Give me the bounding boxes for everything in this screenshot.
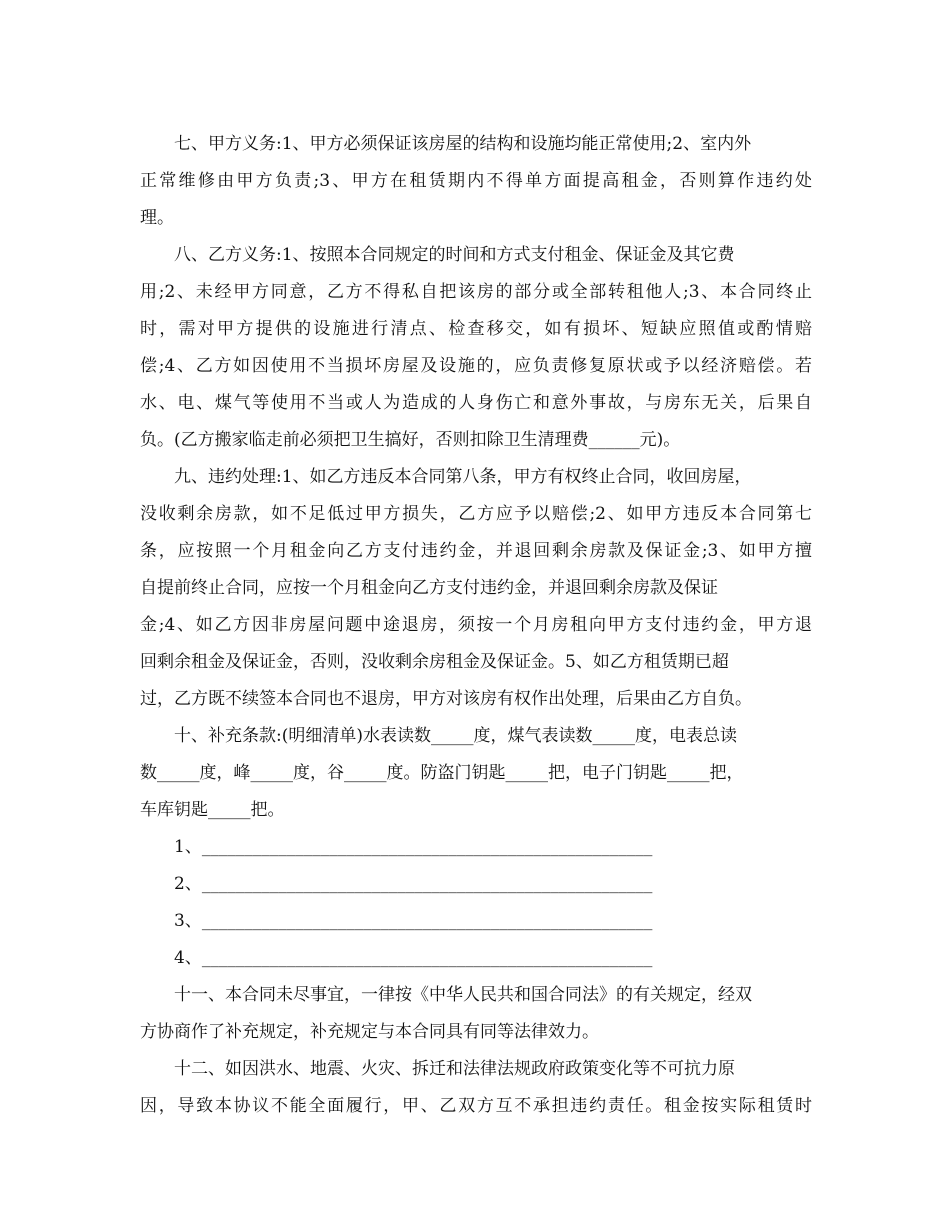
clause-9-line-1: 九、违约处理:1、如乙方违反本合同第八条，甲方有权终止合同，收回房屋， xyxy=(174,467,752,487)
clause-8-line-3: 时，需对甲方提供的设施进行清点、检查移交，如有损坏、短缺应照值或酌情赔 xyxy=(140,319,812,339)
clause-10-line-3: 车库钥匙_____把。 xyxy=(140,800,285,820)
clause-9-line-6: 回剩余租金及保证金，否则，没收剩余房租金及保证金。5、如乙方租赁期已超 xyxy=(140,652,729,672)
clause-12-line-1: 十二、如因洪水、地震、火灾、拆迁和法律法规政府政策变化等不可抗力原 xyxy=(174,1059,735,1079)
supplement-item-4: 4、_____________________________________________________ xyxy=(174,948,653,968)
clause-11-line-1: 十一、本合同未尽事宜，一律按《中华人民共和国合同法》的有关规定，经双 xyxy=(174,985,752,1005)
clause-8-line-1: 八、乙方义务:1、按照本合同规定的时间和方式支付租金、保证金及其它费 xyxy=(174,245,735,265)
supplement-item-2: 2、_____________________________________________________ xyxy=(174,874,653,894)
clause-9-line-4: 自提前终止合同，应按一个月租金向乙方支付违约金，并退回剩余房款及保证 xyxy=(140,578,718,598)
clause-12-line-2: 因，导致本协议不能全面履行，甲、乙双方互不承担违约责任。租金按实际租赁时 xyxy=(140,1096,812,1116)
clause-8-line-6: 负。(乙方搬家临走前必须把卫生搞好，否则扣除卫生清理费______元)。 xyxy=(140,430,681,450)
clause-10-line-1: 十、补充条款:(明细清单)水表读数_____度，煤气表读数_____度，电表总读 xyxy=(174,726,737,746)
supplement-item-3: 3、_____________________________________________________ xyxy=(174,911,653,931)
clause-9-line-7: 过，乙方既不续签本合同也不退房，甲方对该房有权作出处理，后果由乙方自负。 xyxy=(140,689,752,709)
document-body xyxy=(140,126,812,1125)
clause-7-line-3: 理。 xyxy=(140,208,174,228)
supplement-item-1: 1、_____________________________________________________ xyxy=(174,837,653,857)
clause-7-line-2: 正常维修由甲方负责;3、甲方在租赁期内不得单方面提高租金，否则算作违约处 xyxy=(140,171,812,191)
clause-8-line-2: 用;2、未经甲方同意，乙方不得私自把该房的部分或全部转租他人;3、本合同终止 xyxy=(140,282,812,302)
clause-11-line-2: 方协商作了补充规定，补充规定与本合同具有同等法律效力。 xyxy=(140,1022,599,1042)
clause-8-line-5: 水、电、煤气等使用不当或人为造成的人身伤亡和意外事故，与房东无关，后果自 xyxy=(140,393,812,413)
clause-10-line-2: 数_____度，峰_____度，谷_____度。防盗门钥匙_____把，电子门钥匙_____把， xyxy=(140,763,744,783)
clause-9-line-3: 条，应按照一个月租金向乙方支付违约金，并退回剩余房款及保证金;3、如甲方擅 xyxy=(140,541,812,561)
clause-8-line-4: 偿;4、乙方如因使用不当损坏房屋及设施的，应负责修复原状或予以经济赔偿。若 xyxy=(140,356,812,376)
clause-9-line-5: 金;4、如乙方因非房屋问题中途退房，须按一个月房租向甲方支付违约金，甲方退 xyxy=(140,615,812,635)
clause-9-line-2: 没收剩余房款，如不足低过甲方损失，乙方应予以赔偿;2、如甲方违反本合同第七 xyxy=(140,504,812,524)
clause-7-line-1: 七、甲方义务:1、甲方必须保证该房屋的结构和设施均能正常使用;2、室内外 xyxy=(174,134,752,154)
